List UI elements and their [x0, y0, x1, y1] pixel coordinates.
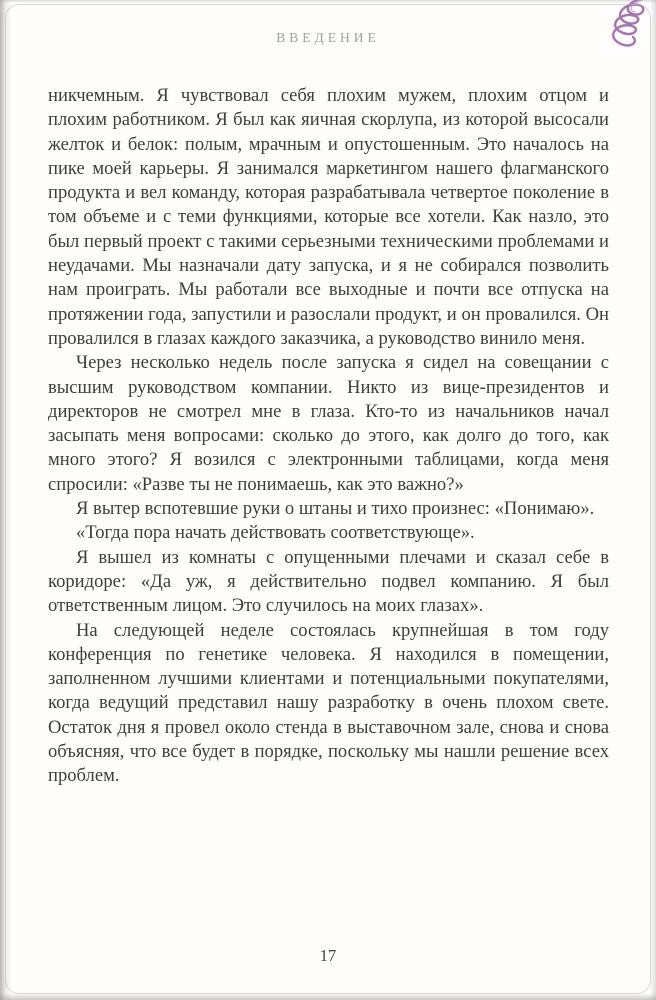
- paragraph: «Тогда пора начать действовать соответствующе».: [76, 522, 475, 544]
- body-text: [48, 84, 609, 789]
- running-header: ВВЕДЕНИЕ: [276, 30, 380, 45]
- paragraph: Я вышел из комнаты с опущенными плечами и сказал себе в коридоре: «Да уж, я действительно подвел компанию. Я был ответственным лицом. Это случилось на моих глазах».: [48, 546, 609, 617]
- swirl-flourish-icon: [597, 0, 649, 55]
- paragraph: никчемным. Я чувствовал себя плохим мужем, плохим отцом и плохим работником. Я был как яичная скорлупа, из которой высосали желток и белок: полым, мрачным и опустошенным. Это началось на пике моей карьеры. Я занимался маркетингом нашего флагманского продукта и вел команду, которая разрабатывала четвертое поколение в том объеме и с теми функциями, которые все хотели. Как назло, это был первый проект с такими серьезными техническими проблемами и неудачами. Мы назначали дату запуска, и я не собирался позволить нам проиграть. Мы работали все выходные и почти все отпуска на протяжении года, запустили и разослали продукт, и он провалился. Он провалился в глазах каждого заказчика, а руководство винило меня.: [48, 85, 609, 349]
- scan-shadow-top: [0, 0, 656, 3]
- paragraph: На следующей неделе состоялась крупнейшая в том году конференция по генетике человека. Я находился в помещении, заполненном лучшими клиентами и потенциальными покупателями, когда ведущий представил нашу разработку в очень плохом свете. Остаток дня я провел около стенда в выставочном зале, снова и снова объясняя, что все будет в порядке, поскольку мы нашли решение всех проблем.: [48, 619, 609, 787]
- scan-shadow-right: [650, 0, 656, 1000]
- page-number: 17: [319, 946, 337, 965]
- scan-shadow-bottom: [0, 993, 656, 1000]
- paragraph: Через несколько недель после запуска я сидел на совещании с высшим руководством компании. Никто из вице-президентов и директоров не смотрел мне в глаза. Кто-то из начальников начал засыпать меня вопросами: сколько до этого, как долго до того, как много этого? Я возился с электронными таблицами, когда меня спросили: «Разве ты не понимаешь, как это важно?»: [48, 352, 609, 495]
- scan-shadow-left: [0, 0, 12, 1000]
- paragraph: Я вытер вспотевшие руки о штаны и тихо произнес: «Понимаю».: [76, 498, 595, 520]
